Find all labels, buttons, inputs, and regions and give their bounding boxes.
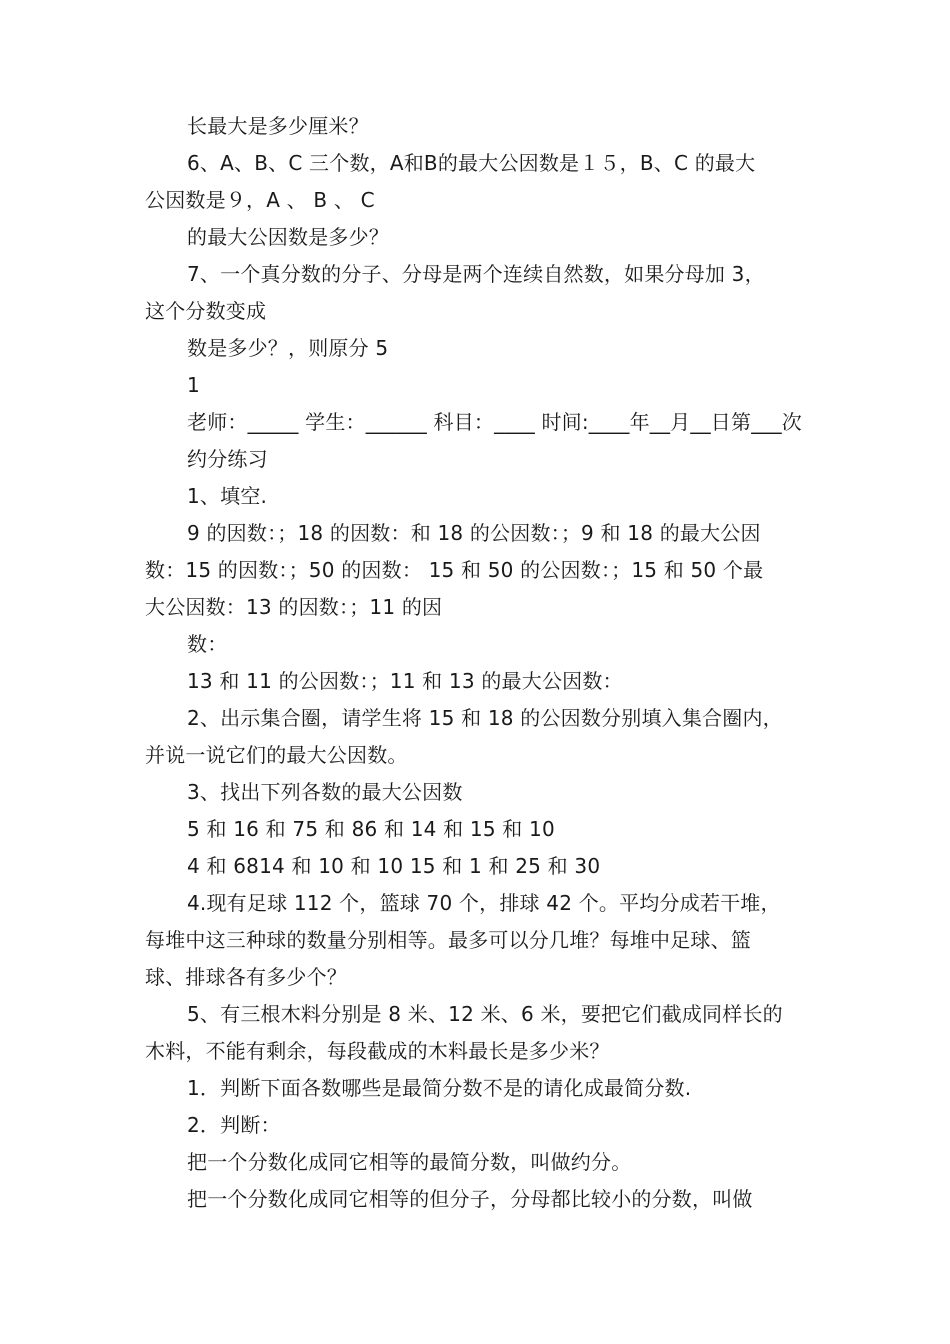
text-line: 数： bbox=[187, 632, 228, 656]
text-line: 数：15 的因数：；50 的因数： 15 和 50 的公因数：；15 和 50 个最 bbox=[145, 558, 764, 582]
text-line: 1、填空. bbox=[187, 484, 268, 508]
text-line: 公因数是９，A 、 B 、 C bbox=[145, 188, 375, 212]
text-line: 的最大公因数是多少？ bbox=[187, 225, 389, 249]
text-line: 2、出示集合圈，请学生将 15 和 18 的公因数分别填入集合圈内， bbox=[187, 706, 783, 730]
text-line: 5 和 16 和 75 和 86 和 14 和 15 和 10 bbox=[187, 817, 555, 841]
text-line: 1 bbox=[187, 373, 200, 397]
text-line: 7、一个真分数的分子、分母是两个连续自然数，如果分母加 3， bbox=[187, 262, 765, 286]
text-line: 5、有三根木料分别是 8 米、12 米、6 米，要把它们截成同样长的 bbox=[187, 1002, 783, 1026]
text-line: 13 和 11 的公因数：；11 和 13 的最大公因数： bbox=[187, 669, 623, 693]
text-line: 木料，不能有剩余，每段截成的木料最长是多少米？ bbox=[145, 1039, 610, 1063]
text-line: 大公因数：13 的因数：；11 的因 bbox=[145, 595, 443, 619]
text-line: 球、排球各有多少个？ bbox=[145, 965, 347, 989]
text-line: 1．判断下面各数哪些是最简分数不是的请化成最简分数. bbox=[187, 1076, 692, 1100]
text-line: 把一个分数化成同它相等的但分子，分母都比较小的分数，叫做 bbox=[187, 1187, 753, 1211]
text-line: 这个分数变成 bbox=[145, 299, 267, 323]
text-line: 4.现有足球 112 个，篮球 70 个，排球 42 个。平均分成若干堆， bbox=[187, 891, 781, 915]
text-line: 并说一说它们的最大公因数。 bbox=[145, 743, 408, 767]
text-line: 把一个分数化成同它相等的最简分数，叫做约分。 bbox=[187, 1150, 632, 1174]
text-line: 每堆中这三种球的数量分别相等。最多可以分几堆？每堆中足球、篮 bbox=[145, 928, 751, 952]
text-line: 长最大是多少厘米？ bbox=[187, 114, 369, 138]
text-line: 约分练习 bbox=[187, 447, 268, 471]
text-line: 数是多少？，则原分 5 bbox=[187, 336, 389, 360]
text-line: 9 的因数：；18 的因数：和 18 的公因数：；9 和 18 的最大公因 bbox=[187, 521, 761, 545]
text-line: 6、A、B、C 三个数，A和B的最大公因数是１５，B、C 的最大 bbox=[187, 151, 756, 175]
text-line: 老师：_____ 学生：______ 科目：____ 时间:____年__月__日第___次 bbox=[187, 410, 803, 434]
text-line: 2．判断： bbox=[187, 1113, 281, 1137]
text-line: 4 和 6814 和 10 和 10 15 和 1 和 25 和 30 bbox=[187, 854, 601, 878]
document-page bbox=[145, 108, 810, 1218]
text-line: 3、找出下列各数的最大公因数 bbox=[187, 780, 463, 804]
